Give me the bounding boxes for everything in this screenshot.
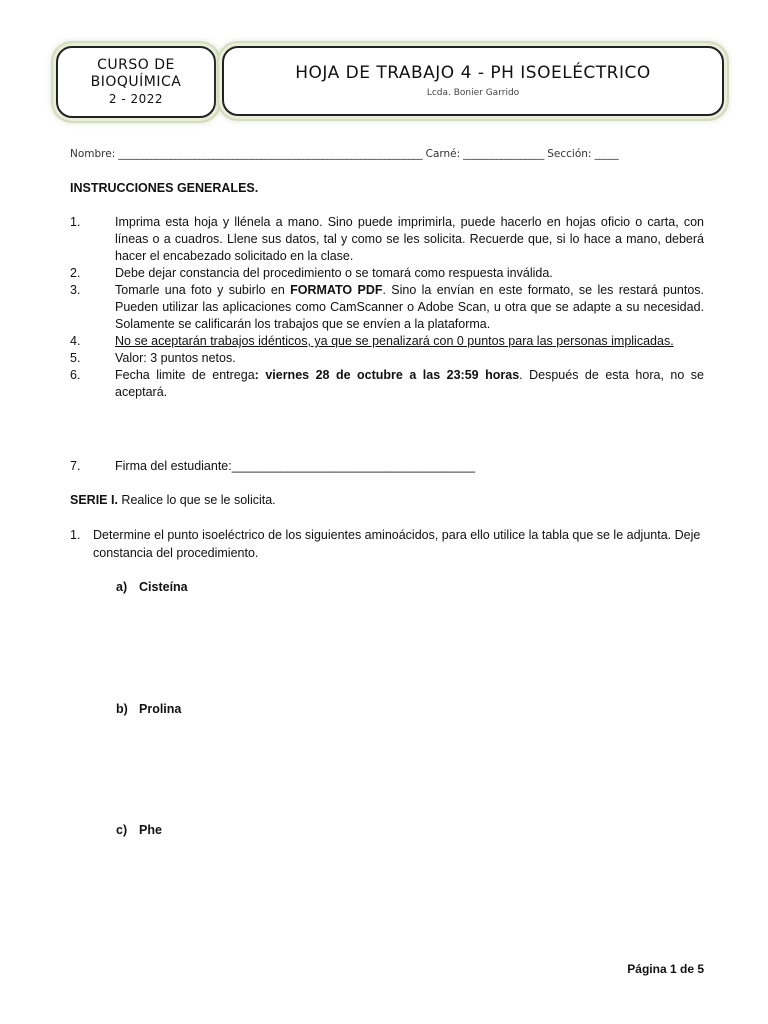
serie-label: SERIE I. — [70, 493, 118, 507]
instruction-number: 2. — [70, 266, 81, 280]
instruction-text — [115, 367, 704, 401]
name-label: Nombre: — [70, 148, 116, 160]
serie-heading — [70, 492, 276, 509]
course-name-line1: CURSO DE — [97, 57, 175, 73]
instruction-text: No se aceptarán trabajos idénticos, ya que se penalizará con 0 puntos para las personas implicadas. — [115, 334, 674, 348]
instruction-text-part: Tomarle una foto y subirlo en — [115, 283, 291, 297]
section-field[interactable]: _____ — [594, 148, 619, 160]
instruction-item — [70, 367, 704, 401]
amino-acid-name: Phe — [139, 823, 162, 837]
carne-field[interactable]: _________________ — [463, 148, 544, 160]
instruction-text-part: . Después de esta hora, no se aceptará. — [115, 368, 704, 399]
instruction-text-part: Fecha limite de entrega — [115, 368, 255, 382]
question-text: Determine el punto isoeléctrico de los siguientes aminoácidos, para ello utilice la tabla que se le adjunta. Deje constancia del procedimiento. — [93, 528, 701, 560]
signature-label: Firma del estudiante: — [115, 459, 232, 473]
part-letter: b) — [116, 702, 128, 716]
part-letter: c) — [116, 823, 128, 837]
instructions-list — [70, 214, 704, 401]
instruction-number: 5. — [70, 351, 81, 365]
course-name-line2: BIOQUÍMICA — [90, 74, 182, 90]
worksheet-title-box — [222, 46, 724, 116]
signature-line — [70, 458, 704, 475]
question-part-a — [116, 580, 188, 594]
pdf-format-emphasis: FORMATO PDF — [290, 283, 383, 297]
instruction-item — [70, 350, 704, 367]
instruction-number: 4. — [70, 334, 81, 348]
instruction-item — [70, 214, 704, 265]
instruction-number: 3. — [70, 283, 81, 297]
question-part-c — [116, 823, 162, 837]
deadline-emphasis: : viernes 28 de octubre a las 23:59 horas — [254, 368, 520, 382]
instruction-text: Debe dejar constancia del procedimiento o se tomará como respuesta inválida. — [115, 266, 553, 280]
instructor-name: Lcda. Bonier Garrido — [426, 88, 520, 98]
amino-acid-name: Cisteína — [139, 580, 188, 594]
question-1 — [70, 526, 704, 562]
part-letter: a) — [116, 580, 128, 594]
instruction-number: 6. — [70, 368, 81, 382]
page-number: Página 1 de 5 — [627, 962, 704, 976]
carne-label: Carné: — [425, 148, 461, 160]
instructions-heading: INSTRUCCIONES GENERALES. — [70, 181, 259, 195]
instruction-text — [115, 282, 704, 333]
instruction-item — [70, 282, 704, 333]
worksheet-title: HOJA DE TRABAJO 4 - PH ISOELÉCTRICO — [295, 63, 651, 83]
instruction-item — [70, 333, 704, 350]
instruction-text-part: . Sino la envían en este formato, se les restará puntos. Pueden utilizar las aplicaciones como CamScanner o Adobe Scan, u otra que se adapte a su necesidad. Solamente se calificarán los trabajos que se envíen a la plataforma. — [115, 283, 704, 331]
question-number: 1. — [70, 528, 81, 542]
amino-acid-name: Prolina — [139, 702, 182, 716]
question-part-b — [116, 702, 181, 716]
course-year: 2 - 2022 — [108, 92, 164, 106]
student-info-line — [70, 148, 710, 160]
instruction-item — [70, 265, 704, 282]
instruction-text: Valor: 3 puntos netos. — [115, 351, 236, 365]
section-label: Sección: — [547, 148, 592, 160]
signature-number: 7. — [70, 459, 81, 473]
course-box — [56, 46, 216, 118]
instruction-number: 1. — [70, 215, 81, 229]
instruction-text: Imprima esta hoja y llénela a mano. Sino puede imprimirla, puede hacerlo en hojas oficio o carta, con líneas o a cuadros. Llene sus datos, tal y como se les solicita. Recuerde que, si lo hace a mano, deberá hacer el encabezado solicitado en la clase. — [115, 215, 704, 263]
serie-instruction: Realice lo que se le solicita. — [117, 493, 276, 507]
signature-field[interactable]: ___________________________________ — [231, 459, 476, 473]
name-field[interactable]: ________________________________________________________________ — [118, 148, 423, 160]
